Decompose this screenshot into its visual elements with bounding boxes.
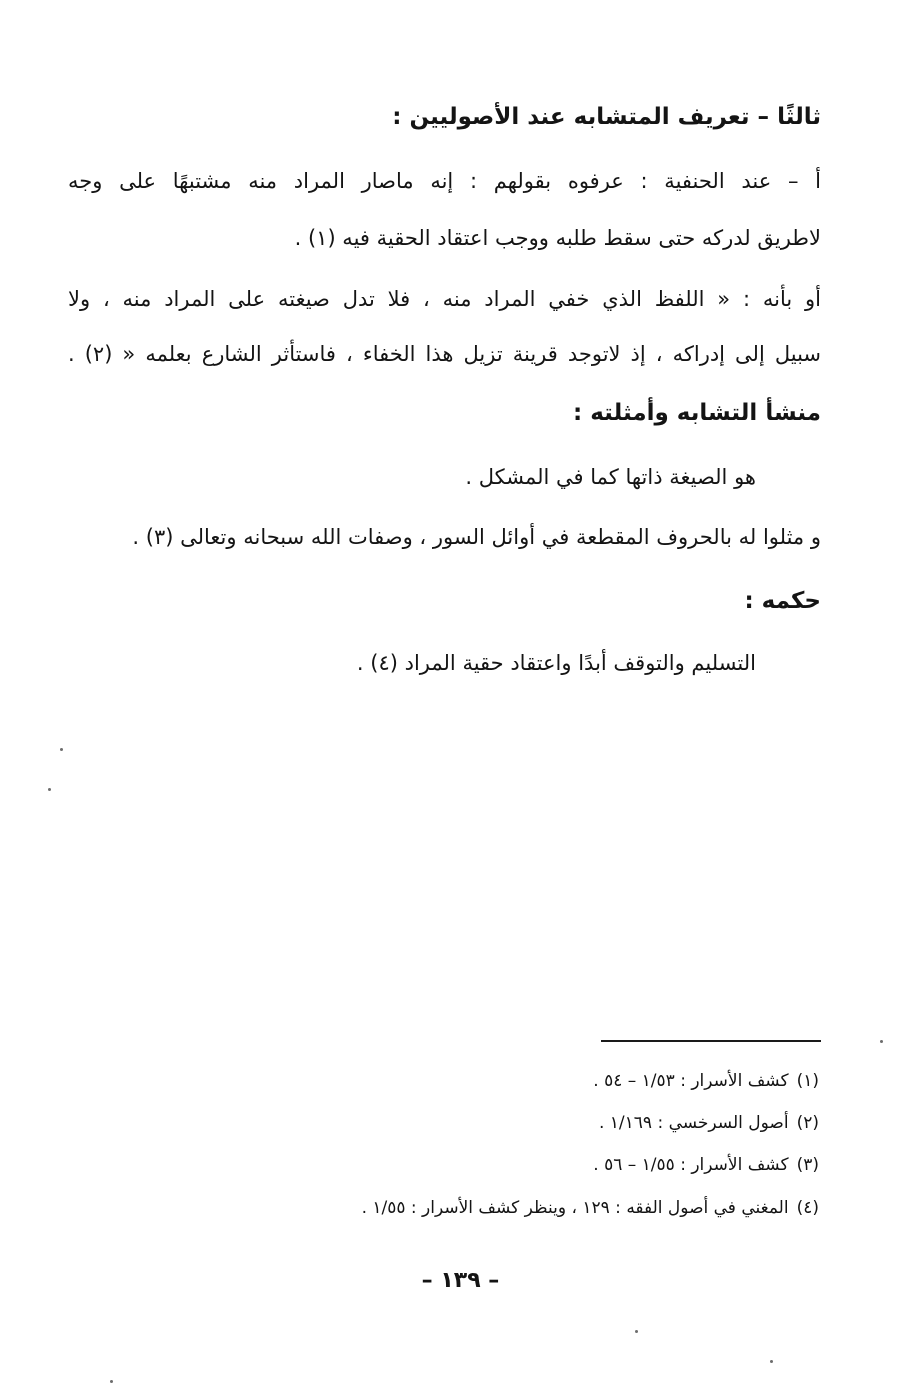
footnote-text: كشف الأسرار : ١/٥٣ – ٥٤ . <box>593 1071 789 1091</box>
scan-speck <box>110 1380 113 1383</box>
scan-speck <box>770 1360 773 1363</box>
footnote-4 <box>362 1195 819 1221</box>
page-number: – ١٣٩ – <box>421 1268 500 1293</box>
footnote-3 <box>593 1152 819 1178</box>
footnote-text: كشف الأسرار : ١/٥٥ – ٥٦ . <box>593 1155 789 1175</box>
footnote-number: (٤) <box>796 1198 819 1218</box>
paragraph-hanafi-line-1: أ – عند الحنفية : عرفوه بقولهم : إنه ماصار المراد منه مشتبهًا على وجه <box>68 169 821 193</box>
footnote-number: (٢) <box>796 1113 819 1133</box>
footnote-2 <box>599 1110 819 1136</box>
footnote-text: المغني في أصول الفقه : ١٢٩ ، وينظر كشف الأسرار : ١/٥٥ . <box>361 1198 789 1218</box>
scan-speck <box>880 1040 883 1043</box>
scan-speck <box>60 748 63 751</box>
scan-speck <box>635 1330 638 1333</box>
footnote-1 <box>593 1068 819 1094</box>
section-heading-origin: منشأ التشابه وأمثلته : <box>573 400 821 426</box>
section-heading-definition: ثالثًا – تعريف المتشابه عند الأصوليين : <box>392 104 821 130</box>
paragraph-alt-definition-line-1: أو بأنه : « اللفظ الذي خفي المراد منه ، فلا تدل صيغته على المراد منه ، ولا <box>68 287 821 311</box>
paragraph-hanafi-line-2: لاطريق لدركه حتى سقط طلبه ووجب اعتقاد الحقية فيه (١) . <box>294 226 821 250</box>
footnote-number: (١) <box>796 1071 819 1091</box>
footnote-text: أصول السرخسي : ١/١٦٩ . <box>598 1113 789 1133</box>
footnote-number: (٣) <box>796 1155 819 1175</box>
paragraph-origin: هو الصيغة ذاتها كما في المشكل . <box>465 465 756 489</box>
paragraph-alt-definition-line-2: سبيل إلى إدراكه ، إذ لاتوجد قرينة تزيل هذا الخفاء ، فاستأثر الشارع بعلمه « (٢) . <box>68 342 822 366</box>
scan-speck <box>48 788 51 791</box>
section-heading-ruling: حكمه : <box>744 588 821 614</box>
paragraph-examples: و مثلوا له بالحروف المقطعة في أوائل السور ، وصفات الله سبحانه وتعالى (٣) . <box>132 525 821 549</box>
paragraph-ruling: التسليم والتوقف أبدًا واعتقاد حقية المراد (٤) . <box>356 651 756 675</box>
footnote-separator <box>601 1040 821 1042</box>
